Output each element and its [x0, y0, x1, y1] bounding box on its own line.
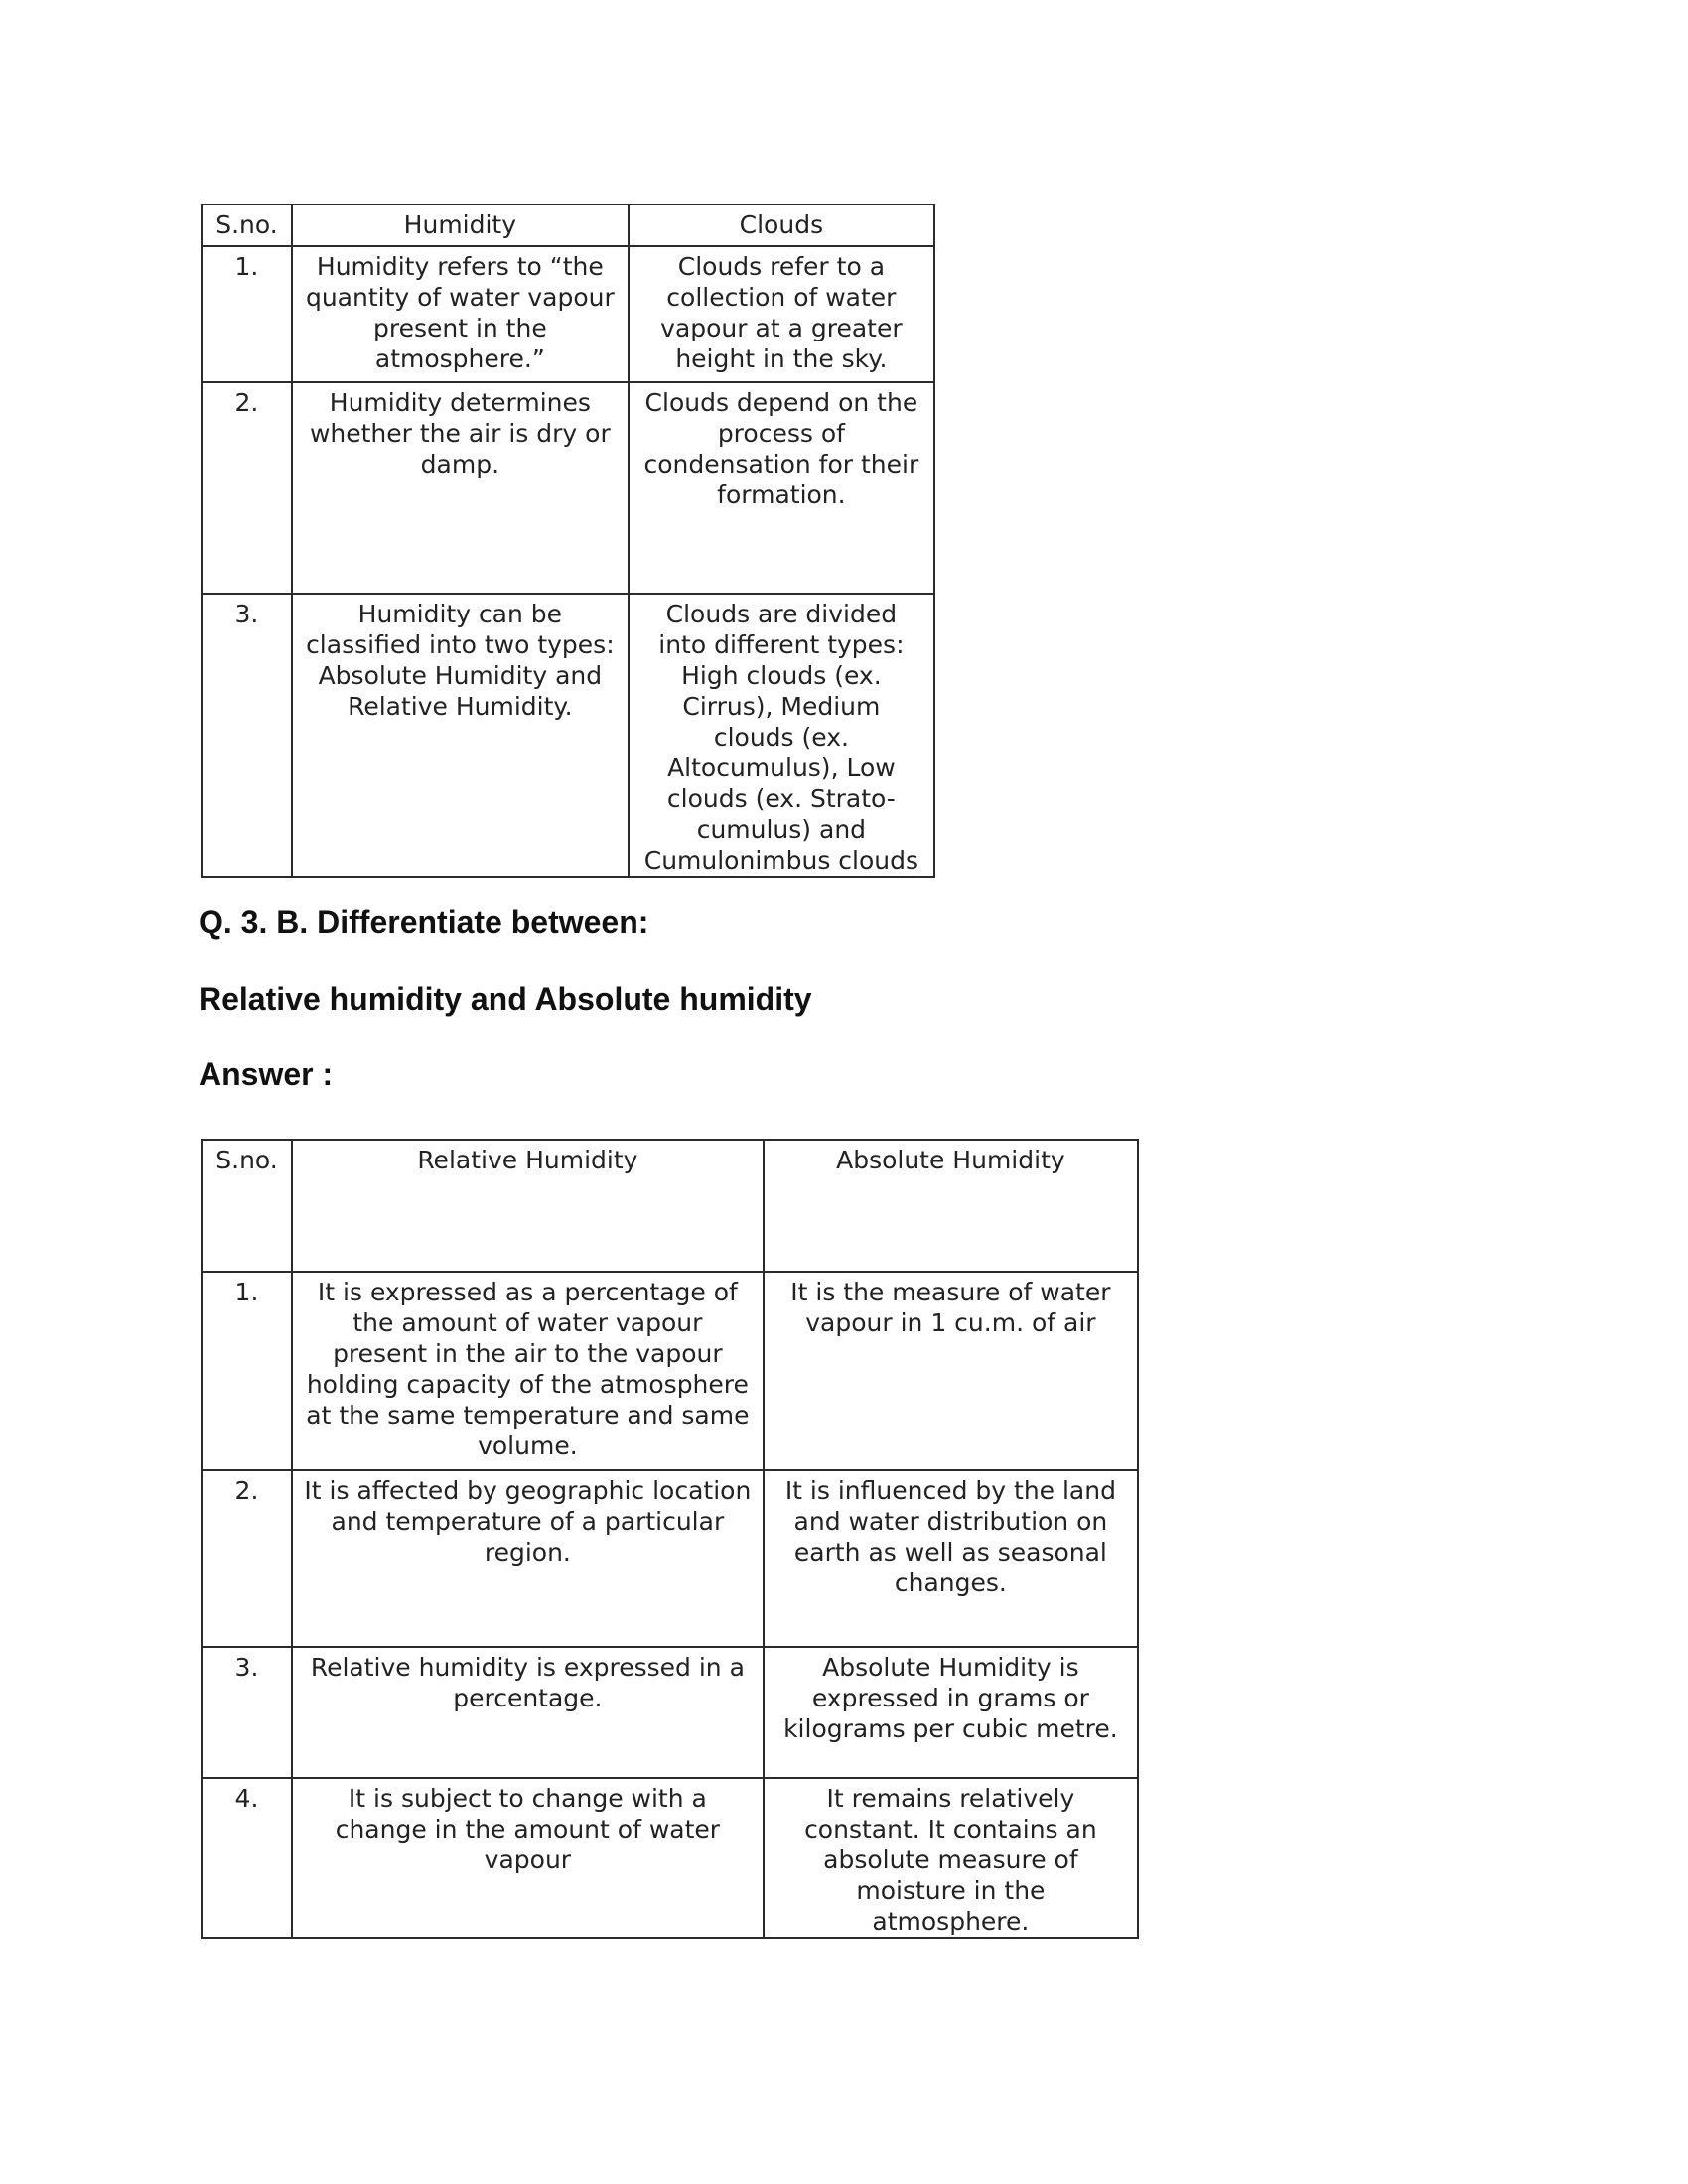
header-cell: S.no. — [202, 1140, 292, 1272]
clouds-cell: Clouds are divided into different types: High clouds (ex. Cirrus), Medium clouds (ex. Altocumulus), Low clouds (ex. Strato-cumulus) and Cumulonimbus clouds — [629, 594, 934, 877]
absolute-humidity-cell: It is influenced by the land and water distribution on earth as well as seasonal changes. — [764, 1470, 1138, 1647]
serial-cell: 3. — [202, 1647, 292, 1778]
humidity-vs-clouds-table — [201, 204, 935, 878]
header-cell: Humidity — [292, 205, 629, 246]
header-cell: Absolute Humidity — [764, 1140, 1138, 1272]
humidity-cell: Humidity refers to “the quantity of water vapour present in the atmosphere.” — [292, 246, 629, 382]
table-row — [202, 382, 934, 594]
header-cell: Clouds — [629, 205, 934, 246]
humidity-cell: Humidity determines whether the air is dry or damp. — [292, 382, 629, 594]
relative-humidity-cell: It is expressed as a percentage of the amount of water vapour present in the air to the vapour holding capacity of the atmosphere at the same temperature and same volume. — [292, 1272, 764, 1470]
table-row — [202, 1272, 1138, 1470]
absolute-humidity-cell: It is the measure of water vapour in 1 cu.m. of air — [764, 1272, 1138, 1470]
absolute-humidity-cell: It remains relatively constant. It contains an absolute measure of moisture in the atmosphere. — [764, 1778, 1138, 1938]
serial-cell: 4. — [202, 1778, 292, 1938]
serial-cell: 1. — [202, 246, 292, 382]
serial-cell: 1. — [202, 1272, 292, 1470]
relative-humidity-cell: It is subject to change with a change in the amount of water vapour — [292, 1778, 764, 1938]
answer-label: Answer : — [199, 1056, 334, 1092]
serial-cell: 2. — [202, 382, 292, 594]
table-row — [202, 246, 934, 382]
header-cell: Relative Humidity — [292, 1140, 764, 1272]
humidity-cell: Humidity can be classified into two types: Absolute Humidity and Relative Humidity. — [292, 594, 629, 877]
clouds-cell: Clouds refer to a collection of water vapour at a greater height in the sky. — [629, 246, 934, 382]
question-subheading: Relative humidity and Absolute humidity — [199, 981, 812, 1017]
table-row — [202, 1778, 1138, 1938]
serial-cell: 2. — [202, 1470, 292, 1647]
table-row — [202, 1647, 1138, 1778]
relative-humidity-cell: It is affected by geographic location and temperature of a particular region. — [292, 1470, 764, 1647]
question-heading: Q. 3. B. Differentiate between: — [199, 904, 649, 940]
table-row — [202, 594, 934, 877]
table-header-row — [202, 205, 934, 246]
header-cell: S.no. — [202, 205, 292, 246]
table-row — [202, 1470, 1138, 1647]
relative-humidity-cell: Relative humidity is expressed in a percentage. — [292, 1647, 764, 1778]
relative-vs-absolute-humidity-table — [201, 1139, 1139, 1939]
clouds-cell: Clouds depend on the process of condensation for their formation. — [629, 382, 934, 594]
absolute-humidity-cell: Absolute Humidity is expressed in grams or kilograms per cubic metre. — [764, 1647, 1138, 1778]
serial-cell: 3. — [202, 594, 292, 877]
table-header-row — [202, 1140, 1138, 1272]
